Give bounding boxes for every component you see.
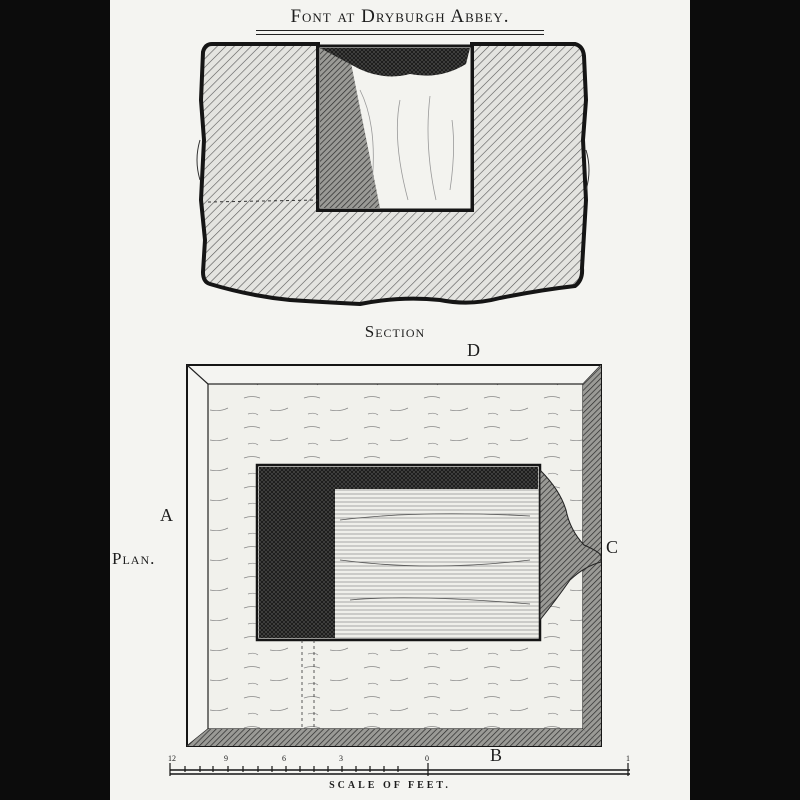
scale-tick-label: 6: [282, 754, 286, 763]
page-title: Font at Dryburgh Abbey.: [290, 6, 510, 27]
scale-tick-label: 3: [339, 754, 343, 763]
section-label: Section: [364, 322, 426, 341]
title-underline: [256, 30, 544, 31]
scale-tick-label: 12: [168, 754, 176, 763]
scale-label: SCALE OF FEET.: [329, 780, 451, 791]
plan-side-d: D: [467, 340, 480, 360]
scale-bar: [170, 763, 630, 776]
title-underline: [256, 34, 544, 35]
section-drawing: [197, 44, 589, 304]
scale-tick-label: 0: [425, 754, 429, 763]
scale-tick-label: 1: [626, 754, 630, 763]
scale-tick-label: 9: [224, 754, 228, 763]
plan-label: Plan.: [112, 549, 156, 568]
plan-side-b: B: [490, 745, 503, 765]
plan-side-a: A: [160, 505, 173, 525]
plan-side-c: C: [606, 537, 619, 557]
plan-drawing: [187, 365, 601, 746]
